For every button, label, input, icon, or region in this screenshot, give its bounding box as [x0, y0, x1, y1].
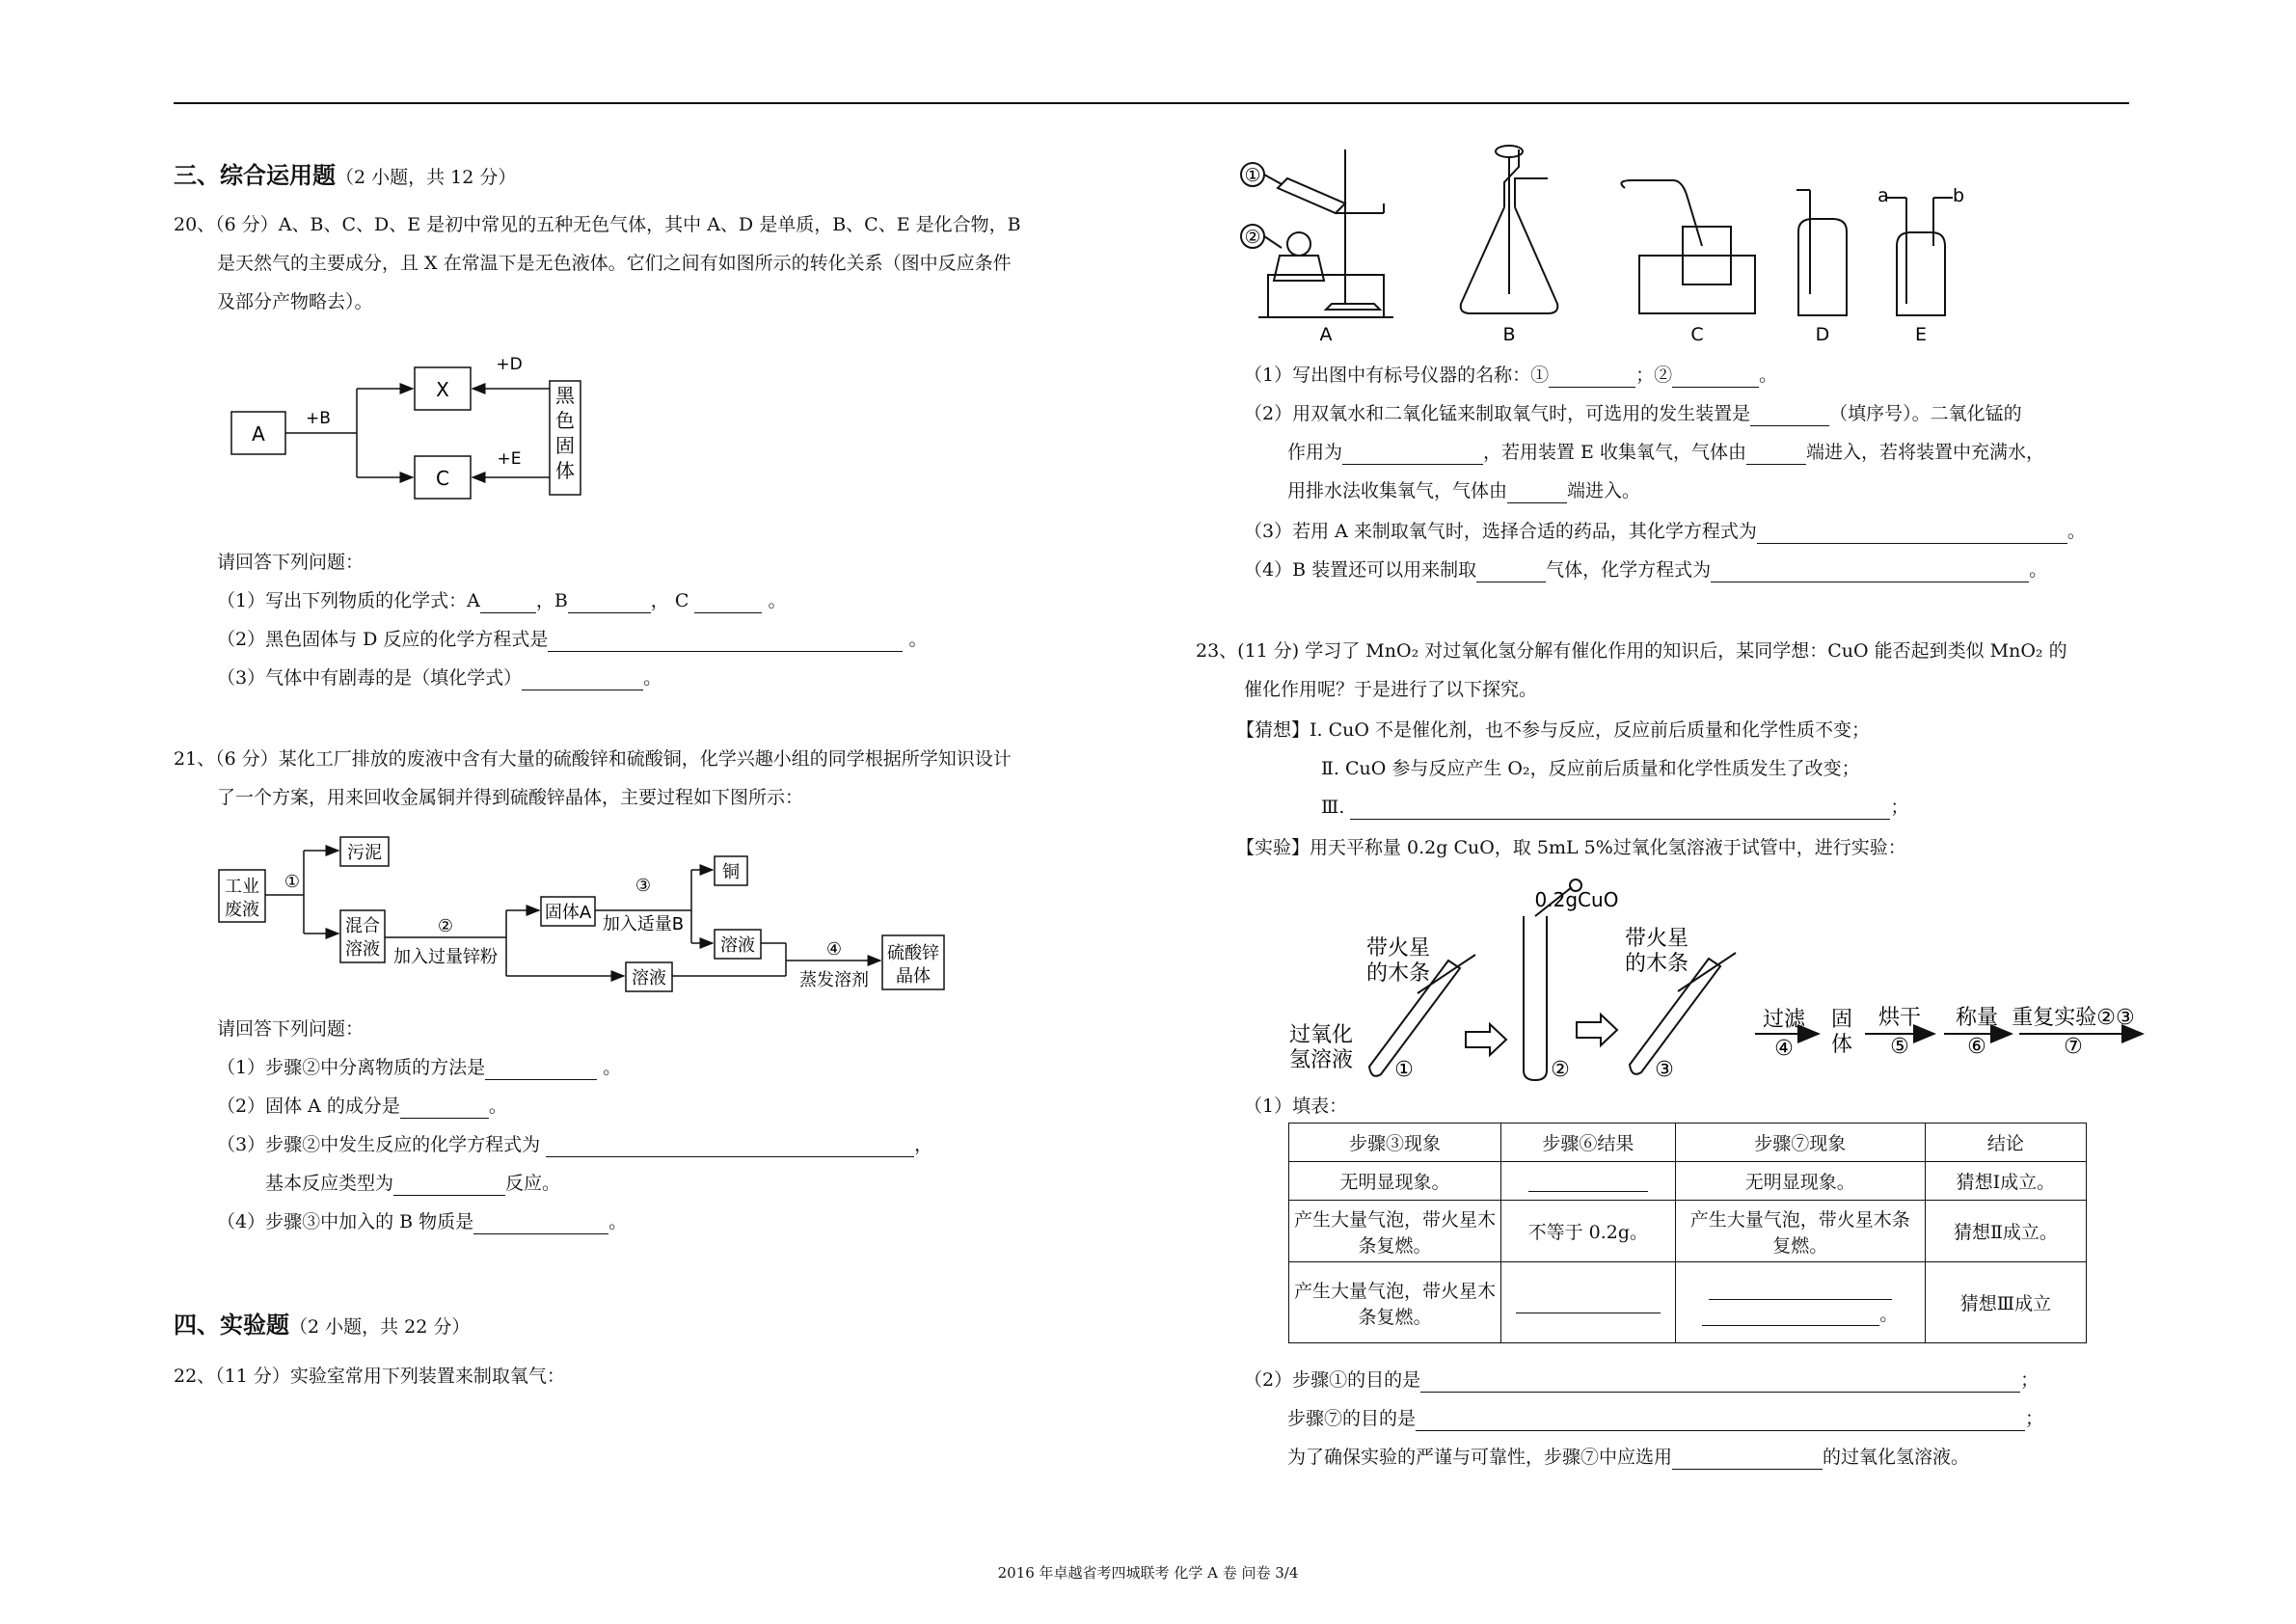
black-solid-char-4: 体 — [555, 459, 575, 482]
r2-step3 — [1289, 1201, 1501, 1262]
q22-s3-end: 。 — [2066, 521, 2086, 542]
q22-s2-text: （2）用双氧水和二氧化锰来制取氧气时，可选用的发生装置是 — [1244, 403, 1751, 424]
q21-s1-text: （1）步骤②中分离物质的方法是 — [217, 1057, 486, 1078]
top-rule — [174, 102, 2129, 104]
q23-result-table — [1288, 1123, 2087, 1343]
cuo-label: 0.2gCuO — [1534, 888, 1619, 911]
znso4-label-1: 硫酸锌 — [887, 943, 939, 963]
table-row — [1289, 1262, 2087, 1343]
q20-s2-text: （2）黑色固体与 D 反应的化学方程式是 — [217, 629, 549, 650]
q22-s4-text: （4）B 装置还可以用来制取 — [1244, 559, 1477, 581]
waste-label-2: 废液 — [225, 900, 259, 920]
q22-s2c-text: 作用为 — [1287, 442, 1343, 463]
port-b-label: b — [1952, 185, 1965, 206]
q22-s4-end: 。 — [2029, 559, 2048, 581]
q20-sub3 — [217, 665, 662, 690]
q20-s3-end: 。 — [643, 667, 662, 689]
r2-step3-line1: 产生大量气泡，带火星木 — [1293, 1208, 1496, 1231]
q22-s3-text: （3）若用 A 来制取氧气时，选择合适的药品，其化学方程式为 — [1244, 521, 1757, 542]
header-step7: 步骤⑦现象 — [1675, 1123, 1925, 1162]
q20-s3-text: （3）气体中有剧毒的是（填化学式） — [217, 667, 523, 689]
apparatus-d-label: D — [1815, 324, 1830, 345]
tube3-label: ③ — [1655, 1058, 1674, 1082]
r2-step7-line2: 复燃。 — [1772, 1234, 1828, 1257]
apparatus-b-label: B — [1502, 324, 1516, 345]
port-a-label: a — [1877, 185, 1889, 206]
h2o2-line1: 过氧化 — [1288, 1023, 1354, 1047]
q21-s3b-text: 基本反应类型为 — [265, 1173, 394, 1194]
q22-s1b-text: ；② — [1635, 365, 1673, 386]
apparatus-c-label: C — [1690, 324, 1704, 345]
q21-prompt: 请回答下列问题： — [217, 1018, 365, 1040]
h2o2-line2: 氢溶液 — [1288, 1048, 1354, 1072]
apparatus-a-label: A — [1319, 324, 1333, 345]
q21-flow-diagram — [217, 831, 979, 1005]
instrument1-blank[interactable] — [1549, 367, 1635, 388]
r2-step7 — [1675, 1201, 1925, 1262]
section4-title: 四、实验题 — [174, 1312, 289, 1339]
q22-s4b-text: 气体，化学方程式为 — [1546, 559, 1712, 581]
q22-sub3 — [1244, 519, 2086, 544]
q21-s2-text: （2）固体 A 的成分是 — [217, 1096, 400, 1117]
r2-step6: 不等于 0.2g。 — [1500, 1201, 1675, 1262]
q21-s2-end: 。 — [488, 1096, 507, 1117]
black-solid-char-3: 固 — [555, 434, 575, 457]
answer-a-blank[interactable] — [480, 593, 536, 613]
header-step3: 步骤③现象 — [1289, 1123, 1501, 1162]
filter-label: 过滤 — [1762, 1008, 1806, 1032]
q22-apparatus-figure — [1229, 140, 1965, 352]
r3-step7-end: 。 — [1879, 1304, 1899, 1325]
q21-line1: 21、（6 分）某化工厂排放的废液中含有大量的硫酸锌和硫酸铜，化学兴趣小组的同学根据所学知识设计 — [174, 748, 1012, 770]
q22-sub1 — [1244, 363, 1777, 388]
r3-step7[interactable] — [1675, 1262, 1925, 1343]
q23-line1: 23、(11 分) 学习了 MnO₂ 对过氧化氢分解有催化作用的知识后，某同学想：CuO 能否起到类似 MnO₂ 的 — [1196, 640, 2067, 662]
q23-sub2 — [1244, 1367, 2039, 1393]
waste-label-1: 工业 — [225, 877, 259, 897]
r3-step3-line1: 产生大量气泡，带火星木 — [1293, 1280, 1496, 1302]
separation-method-blank[interactable] — [485, 1060, 597, 1080]
solid-char-1: 固 — [1830, 1008, 1853, 1032]
q23-guess3 — [1321, 795, 1908, 820]
q23-s2c-text: 为了确保实验的严谨与可靠性，步骤⑦中应选用 — [1287, 1447, 1673, 1468]
mix-label-2: 溶液 — [345, 939, 380, 960]
q20-line1: 20、（6 分）A、B、C、D、E 是初中常见的五种无色气体，其中 A、D 是单质，B、C、E 是化合物，B — [174, 214, 1021, 235]
q23-guess3-end: ； — [1890, 797, 1909, 818]
q23-guess3-text: Ⅲ. — [1321, 797, 1345, 818]
q23-s2b-text: 步骤⑦的目的是 — [1287, 1408, 1417, 1429]
add-zinc-label: 加入过量锌粉 — [393, 947, 498, 967]
header-conclusion: 结论 — [1925, 1123, 2086, 1162]
q23-guess2: Ⅱ. CuO 参与反应产生 O₂，反应前后质量和化学性质发生了改变； — [1321, 758, 1860, 779]
q21-sub3b — [265, 1171, 560, 1196]
q23-experiment: 【实验】用天平称量 0.2g CuO，取 5mL 5%过氧化氢溶液于试管中，进行实验： — [1236, 837, 1906, 858]
q20-conversion-diagram — [222, 342, 598, 535]
water-inlet-blank[interactable] — [1507, 483, 1567, 503]
answer-b-blank[interactable] — [568, 593, 651, 613]
q22-sub4 — [1244, 557, 2047, 582]
q20-sub2 — [217, 627, 927, 652]
sludge-label: 污泥 — [347, 843, 382, 863]
solution2-label: 溶液 — [632, 968, 666, 988]
apparatus-label-2: ② — [1244, 227, 1261, 248]
r1-step6[interactable] — [1500, 1162, 1675, 1201]
q21-sub2 — [217, 1094, 507, 1119]
box-c-label: C — [436, 467, 449, 490]
q22-s2g-text: 端进入。 — [1567, 480, 1641, 501]
page-footer: 2016 年卓越省考四城联考 化学 A 卷 问卷 3/4 — [997, 1564, 1299, 1582]
header-step6: 步骤⑥结果 — [1500, 1123, 1675, 1162]
tube1-label: ① — [1394, 1058, 1414, 1082]
q21-s4-text: （4）步骤③中加入的 B 物质是 — [217, 1211, 474, 1232]
q23-s2-end: ； — [2020, 1369, 2039, 1391]
q20-s1c-text: ， C — [650, 590, 689, 611]
section3-note: （2 小题，共 12 分） — [336, 167, 517, 188]
q23-sub2c — [1287, 1445, 1969, 1470]
q21-s3-text: （3）步骤②中发生反应的化学方程式为 — [217, 1134, 541, 1155]
q23-s2b-end: ； — [2025, 1408, 2044, 1429]
section3-title: 三、综合运用题 — [174, 162, 336, 189]
q22-sub2c — [1287, 478, 1640, 503]
toxic-gas-blank[interactable] — [522, 670, 643, 690]
e-inlet-blank[interactable] — [1746, 445, 1806, 465]
q21-s1-end: 。 — [603, 1057, 622, 1078]
q21-s3b-end: 反应。 — [505, 1173, 561, 1194]
repeat-label: 重复实验②③ — [2012, 1006, 2135, 1030]
splint1-line1: 带火星 — [1365, 936, 1431, 961]
solid-a-label: 固体A — [544, 903, 592, 923]
q23-sub2b — [1287, 1406, 2043, 1431]
r3-conclusion: 猜想Ⅲ成立 — [1925, 1262, 2086, 1343]
black-solid-char-2: 色 — [555, 409, 575, 432]
box-a-label: A — [252, 422, 265, 446]
instrument2-blank[interactable] — [1672, 367, 1759, 388]
section3-heading — [174, 156, 516, 190]
q23-guess1: 【猜想】Ⅰ. CuO 不是催化剂，也不参与反应，反应前后质量和化学性质不变； — [1236, 719, 1870, 741]
q20-s2-end: 。 — [908, 629, 928, 650]
q21-sub1 — [217, 1055, 621, 1080]
solution1-label: 溶液 — [720, 935, 755, 956]
step3-label: ③ — [635, 876, 652, 896]
q21-sub4 — [217, 1209, 627, 1234]
step2-label: ② — [437, 916, 454, 936]
q22-sub2b — [1287, 440, 2044, 465]
step7-purpose-blank[interactable] — [1416, 1411, 2025, 1431]
apparatus-label-1: ① — [1244, 165, 1261, 186]
step6-circle: ⑥ — [1967, 1035, 1986, 1059]
q23-line2: 催化作用呢？于是进行了以下探究。 — [1244, 679, 1538, 700]
apparatus-e-label: E — [1914, 324, 1928, 345]
q23-s2c-end: 的过氧化氢溶液。 — [1823, 1447, 1970, 1468]
substance-b-blank[interactable] — [473, 1214, 608, 1234]
step5-circle: ⑤ — [1890, 1035, 1909, 1059]
gas-blank[interactable] — [1476, 562, 1546, 582]
step1-label: ① — [284, 872, 301, 892]
generator-blank[interactable] — [1750, 406, 1829, 426]
h2o2-choice-blank[interactable] — [1672, 1449, 1823, 1470]
q21-s4-end: 。 — [608, 1211, 628, 1232]
q23-s2-text: （2）步骤①的目的是 — [1244, 1369, 1421, 1391]
equation-blank-q21[interactable] — [546, 1137, 914, 1157]
tube2-label: ② — [1551, 1058, 1570, 1082]
step1-purpose-blank[interactable] — [1420, 1372, 2020, 1393]
equation-blank-q22a[interactable] — [1757, 524, 2067, 544]
q22-s2d-text: ，若用装置 E 收集氧气，气体由 — [1483, 442, 1746, 463]
r2-conclusion: 猜想Ⅱ成立。 — [1925, 1201, 2086, 1262]
answer-c-blank[interactable] — [694, 593, 762, 613]
table-header-row — [1289, 1123, 2087, 1162]
section4-heading — [174, 1306, 470, 1340]
mix-label-1: 混合 — [345, 916, 380, 936]
table-row — [1289, 1201, 2087, 1262]
reaction-type-blank[interactable] — [393, 1176, 505, 1196]
q22-intro: 22、（11 分）实验室常用下列装置来制取氧气： — [174, 1366, 565, 1387]
q20-sub1 — [217, 588, 786, 613]
q20-prompt: 请回答下列问题： — [217, 552, 365, 573]
q22-s2f-text: 用排水法收集氧气，气体由 — [1287, 480, 1508, 501]
black-solid-char-1: 黑 — [555, 384, 575, 407]
q22-s2b-text: （填序号）。二氧化锰的 — [1829, 403, 2022, 424]
dry-label: 烘干 — [1877, 1006, 1922, 1030]
r1-conclusion: 猜想Ⅰ成立。 — [1925, 1162, 2086, 1201]
q20-line2: 是天然气的主要成分，且 X 在常温下是无色液体。它们之间有如图所示的转化关系（图中反应条件 — [217, 253, 1012, 274]
r3-step6[interactable] — [1500, 1262, 1675, 1343]
q20-line3: 及部分产物略去）。 — [217, 291, 373, 312]
plus-e-label: +E — [497, 449, 522, 469]
q21-s3-end: ， — [914, 1134, 933, 1155]
equation-blank-q22b[interactable] — [1711, 562, 2029, 582]
splint2-line2: 的木条 — [1624, 952, 1689, 976]
guess3-blank[interactable] — [1350, 799, 1890, 820]
q23-experiment-figure — [1283, 878, 2160, 1090]
splint2-line1: 带火星 — [1624, 927, 1689, 951]
q20-s1b-text: ，B — [535, 590, 568, 611]
weigh-label: 称量 — [1955, 1006, 1999, 1030]
section4-note: （2 小题，共 22 分） — [289, 1316, 471, 1338]
evaporate-label: 蒸发溶剂 — [799, 970, 869, 990]
q22-s1-end: 。 — [1759, 365, 1778, 386]
q22-s1-text: （1）写出图中有标号仪器的名称：① — [1244, 365, 1550, 386]
q23-fill-label: （1）填表： — [1244, 1096, 1348, 1117]
equation-blank-q20[interactable] — [548, 632, 903, 652]
q22-sub2 — [1244, 401, 2022, 426]
q20-s1d-text: 。 — [768, 590, 787, 611]
q21-line2: 了一个方案，用来回收金属铜并得到硫酸锌晶体，主要过程如下图所示： — [217, 787, 804, 808]
znso4-label-2: 晶体 — [896, 966, 931, 987]
r3-step3 — [1289, 1262, 1501, 1343]
solid-a-blank[interactable] — [400, 1098, 489, 1119]
step4-label: ④ — [825, 939, 843, 960]
q20-s1-text: （1）写出下列物质的化学式：A — [217, 590, 480, 611]
step7-circle: ⑦ — [2064, 1035, 2083, 1059]
copper-label: 铜 — [722, 862, 740, 882]
r3-step3-line2: 条复燃。 — [1358, 1306, 1432, 1328]
r1-step7: 无明显现象。 — [1675, 1162, 1925, 1201]
add-b-label: 加入适量B — [602, 914, 685, 934]
splint1-line2: 的木条 — [1365, 961, 1431, 986]
step4-circle: ④ — [1774, 1037, 1794, 1061]
mno2-role-blank[interactable] — [1342, 445, 1483, 465]
r2-step3-line2: 条复燃。 — [1358, 1234, 1432, 1257]
box-x-label: X — [436, 378, 449, 401]
table-row — [1289, 1162, 2087, 1201]
solid-char-2: 体 — [1830, 1033, 1853, 1057]
q21-sub3 — [217, 1132, 932, 1157]
plus-b-label: +B — [306, 409, 331, 428]
plus-d-label: +D — [496, 355, 523, 374]
q22-s2e-text: 端进入，若将装置中充满水， — [1805, 442, 2044, 463]
r1-step3: 无明显现象。 — [1289, 1162, 1501, 1201]
r2-step7-line1: 产生大量气泡，带火星木条 — [1689, 1208, 1910, 1231]
